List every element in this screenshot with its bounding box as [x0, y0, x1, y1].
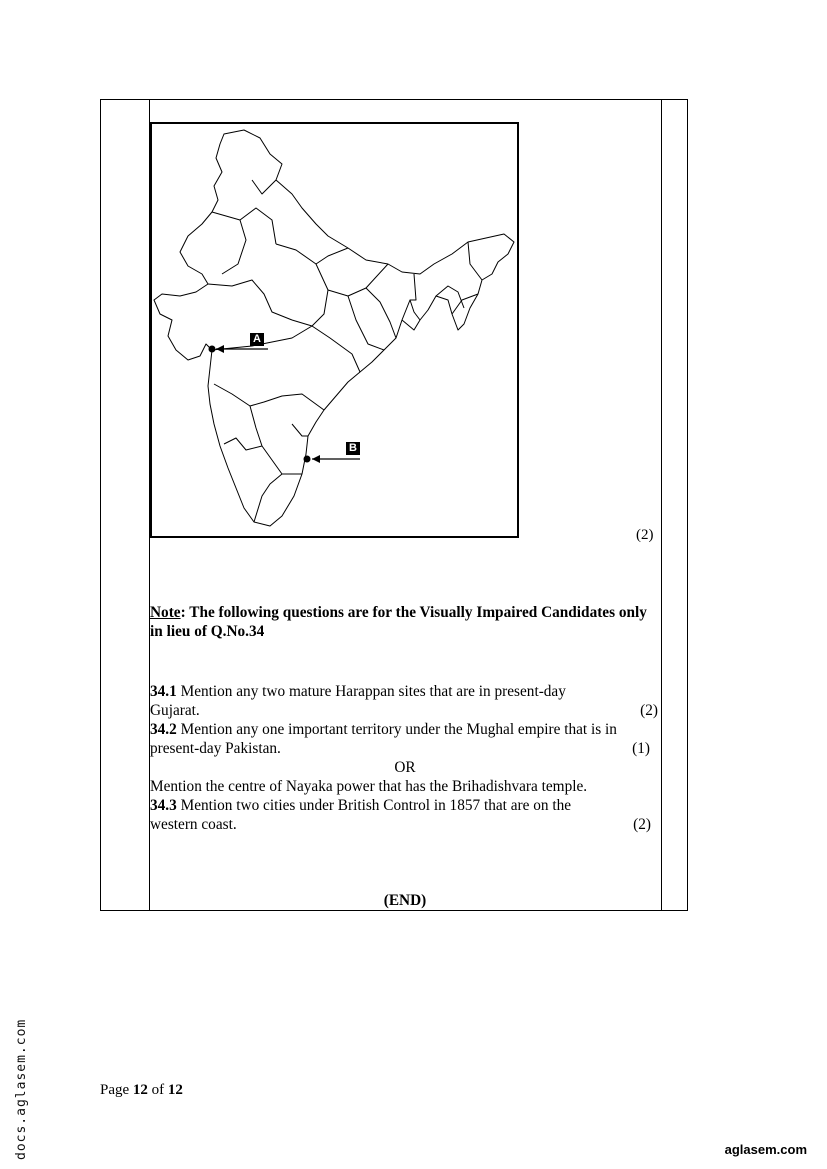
column-divider-right — [661, 100, 662, 910]
question-text: Mention any two mature Harappan sites that are in present-day — [176, 683, 566, 700]
question-34-1 — [150, 682, 660, 701]
question-34-3-line2 — [150, 815, 660, 834]
question-34-2 — [150, 720, 660, 739]
brand-label: aglasem.com — [724, 1142, 807, 1157]
or-label: OR — [394, 759, 416, 776]
note-prefix: Note — [150, 604, 181, 621]
question-text-cont: present-day Pakistan. — [150, 740, 281, 757]
question-34-3 — [150, 796, 660, 815]
question-marks: (1) — [632, 740, 650, 757]
question-marks: (2) — [640, 702, 658, 719]
question-number: 34.3 — [150, 797, 177, 814]
india-map-drawing — [152, 124, 519, 538]
question-34-2-alt: Mention the centre of Nayaka power that has the Brihadishvara temple. — [150, 778, 588, 795]
page-current: 12 — [132, 1082, 148, 1098]
note — [150, 603, 660, 641]
page-prefix: Page — [100, 1082, 133, 1098]
note-text: : The following questions are for the Visually Impaired Candidates only in lieu of Q.No.34 — [150, 604, 647, 640]
map-marks: (2) — [636, 527, 654, 543]
question-text: Mention two cities under British Control in 1857 that are on the — [176, 797, 572, 814]
india-outline-map — [150, 122, 519, 538]
question-text: Mention any one important territory under the Mughal empire that is in — [176, 721, 617, 738]
page-number — [100, 1082, 183, 1099]
question-34-2-line2 — [150, 739, 660, 758]
question-text-cont: Gujarat. — [150, 702, 200, 719]
question-number: 34.1 — [150, 683, 177, 700]
map-label-a: A — [253, 333, 261, 345]
page-of: of — [147, 1082, 168, 1098]
question-marks: (2) — [633, 816, 651, 833]
page-total: 12 — [167, 1082, 183, 1098]
map-label-b: B — [349, 442, 357, 454]
question-text-cont: western coast. — [150, 816, 237, 833]
question-34-1-line2 — [150, 701, 660, 720]
question-number: 34.2 — [150, 721, 177, 738]
end-label: (END) — [383, 892, 427, 909]
questions-block — [150, 682, 660, 834]
watermark: docs.aglasem.com — [14, 1018, 29, 1160]
